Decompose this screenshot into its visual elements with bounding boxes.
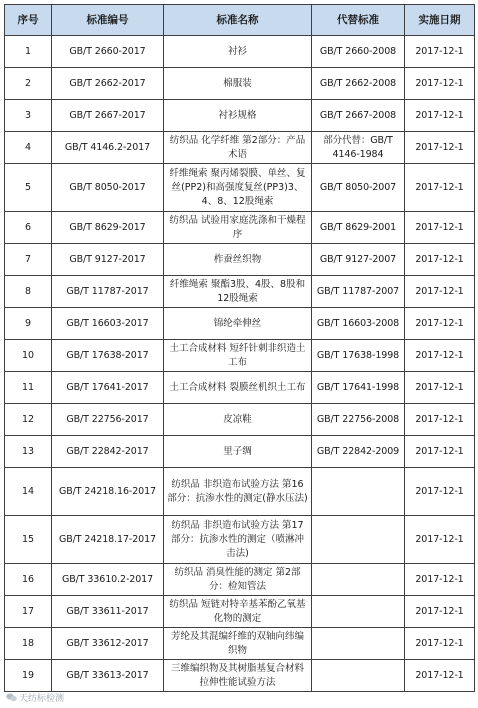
table-row [5,468,475,516]
effective-date: 2017-12-1 [405,404,475,436]
table-row [5,340,475,372]
row-number: 5 [5,164,52,212]
row-number: 3 [5,100,52,132]
row-number: 19 [5,660,52,692]
standard-name: 三维编织物及其树脂基复合材料拉伸性能试验方法 [164,660,312,692]
standard-code: GB/T 22842-2017 [52,436,164,468]
replaced-standard: GB/T 17638-1998 [312,340,405,372]
replaced-standard: GB/T 8629-2001 [312,212,405,244]
row-number: 1 [5,36,52,68]
effective-date: 2017-12-1 [405,132,475,164]
standard-code: GB/T 33613-2017 [52,660,164,692]
watermark [6,691,64,704]
standard-code: GB/T 9127-2017 [52,244,164,276]
standard-name: 纺织品 化学纤维 第2部分：产品术语 [164,132,312,164]
row-number: 9 [5,308,52,340]
row-number: 12 [5,404,52,436]
standard-name: 纤维绳索 聚酯3股、4股、8股和12股绳索 [164,276,312,308]
table-row [5,36,475,68]
table-row [5,628,475,660]
standard-code: GB/T 2662-2017 [52,68,164,100]
wechat-icon [6,693,17,702]
row-number: 10 [5,340,52,372]
effective-date: 2017-12-1 [405,468,475,516]
effective-date: 2017-12-1 [405,660,475,692]
standard-code: GB/T 22756-2017 [52,404,164,436]
table-row [5,212,475,244]
table-row [5,564,475,596]
replaced-standard: GB/T 17641-1998 [312,372,405,404]
table-row [5,244,475,276]
standard-name: 皮凉鞋 [164,404,312,436]
effective-date: 2017-12-1 [405,628,475,660]
header-standard-name: 标准名称 [164,5,312,36]
replaced-standard: GB/T 22756-2008 [312,404,405,436]
standard-name: 土工合成材料 裂膜丝机织土工布 [164,372,312,404]
replaced-standard: GB/T 2660-2008 [312,36,405,68]
standard-code: GB/T 8050-2017 [52,164,164,212]
standard-name: 纺织品 试验用家庭洗涤和干燥程序 [164,212,312,244]
standards-table [4,4,475,692]
replaced-standard: GB/T 2667-2008 [312,100,405,132]
replaced-standard [312,660,405,692]
effective-date: 2017-12-1 [405,164,475,212]
table-row [5,164,475,212]
standard-code: GB/T 4146.2-2017 [52,132,164,164]
replaced-standard [312,468,405,516]
effective-date: 2017-12-1 [405,596,475,628]
standard-name: 纤维绳索 聚丙烯裂膜、单丝、复丝(PP2)和高强度复丝(PP3)3、4、8、12股绳索 [164,164,312,212]
row-number: 11 [5,372,52,404]
replaced-standard: 部分代替：GB/T 4146-1984 [312,132,405,164]
replaced-standard: GB/T 11787-2007 [312,276,405,308]
standard-code: GB/T 11787-2017 [52,276,164,308]
row-number: 7 [5,244,52,276]
standard-code: GB/T 33611-2017 [52,596,164,628]
effective-date: 2017-12-1 [405,212,475,244]
replaced-standard [312,516,405,564]
replaced-standard: GB/T 2662-2008 [312,68,405,100]
effective-date: 2017-12-1 [405,372,475,404]
table-row [5,308,475,340]
standard-name: 里子绸 [164,436,312,468]
standard-name: 衬衫规格 [164,100,312,132]
watermark-text: 天纺标检测 [19,694,65,704]
row-number: 14 [5,468,52,516]
standard-code: GB/T 17638-2017 [52,340,164,372]
row-number: 8 [5,276,52,308]
table-row [5,660,475,692]
table-row [5,436,475,468]
effective-date: 2017-12-1 [405,564,475,596]
standard-code: GB/T 33612-2017 [52,628,164,660]
table-body [5,36,475,692]
standard-name: 纺织品 消臭性能的测定 第2部分：检知管法 [164,564,312,596]
replaced-standard: GB/T 9127-2007 [312,244,405,276]
standard-name: 柞蚕丝织物 [164,244,312,276]
table-row [5,132,475,164]
standard-code: GB/T 2660-2017 [52,36,164,68]
replaced-standard [312,628,405,660]
standard-name: 纺织品 非织造布试验方法 第17部分：抗渗水性的测定（喷淋冲击法) [164,516,312,564]
effective-date: 2017-12-1 [405,276,475,308]
table-row [5,372,475,404]
effective-date: 2017-12-1 [405,516,475,564]
effective-date: 2017-12-1 [405,100,475,132]
standard-name: 衬衫 [164,36,312,68]
row-number: 15 [5,516,52,564]
header-row [5,5,475,36]
effective-date: 2017-12-1 [405,340,475,372]
standard-code: GB/T 24218.17-2017 [52,516,164,564]
header-effective-date: 实施日期 [405,5,475,36]
effective-date: 2017-12-1 [405,436,475,468]
header-standard-code: 标准编号 [52,5,164,36]
standard-code: GB/T 16603-2017 [52,308,164,340]
row-number: 2 [5,68,52,100]
replaced-standard: GB/T 22842-2009 [312,436,405,468]
standard-name: 锦纶牵伸丝 [164,308,312,340]
row-number: 18 [5,628,52,660]
row-number: 13 [5,436,52,468]
row-number: 17 [5,596,52,628]
table-row [5,100,475,132]
standard-name: 芳纶及其混编纤维的双轴向纬编织物 [164,628,312,660]
table-row [5,516,475,564]
table-row [5,404,475,436]
standard-code: GB/T 33610.2-2017 [52,564,164,596]
header-replaced-standard: 代替标准 [312,5,405,36]
standard-code: GB/T 24218.16-2017 [52,468,164,516]
replaced-standard [312,596,405,628]
standard-name: 纺织品 非织造布试验方法 第16部分：抗渗水性的测定(静水压法) [164,468,312,516]
replaced-standard [312,564,405,596]
row-number: 4 [5,132,52,164]
standard-code: GB/T 8629-2017 [52,212,164,244]
replaced-standard: GB/T 16603-2008 [312,308,405,340]
effective-date: 2017-12-1 [405,68,475,100]
table-row [5,68,475,100]
standard-name: 土工合成材料 短纤针刺非织造土工布 [164,340,312,372]
row-number: 6 [5,212,52,244]
standard-name: 棉服装 [164,68,312,100]
effective-date: 2017-12-1 [405,244,475,276]
table-row [5,596,475,628]
table-row [5,276,475,308]
standard-code: GB/T 2667-2017 [52,100,164,132]
replaced-standard: GB/T 8050-2007 [312,164,405,212]
header-number: 序号 [5,5,52,36]
standard-name: 纺织品 短链对特辛基苯酚乙氧基化物的测定 [164,596,312,628]
row-number: 16 [5,564,52,596]
standard-code: GB/T 17641-2017 [52,372,164,404]
effective-date: 2017-12-1 [405,36,475,68]
effective-date: 2017-12-1 [405,308,475,340]
